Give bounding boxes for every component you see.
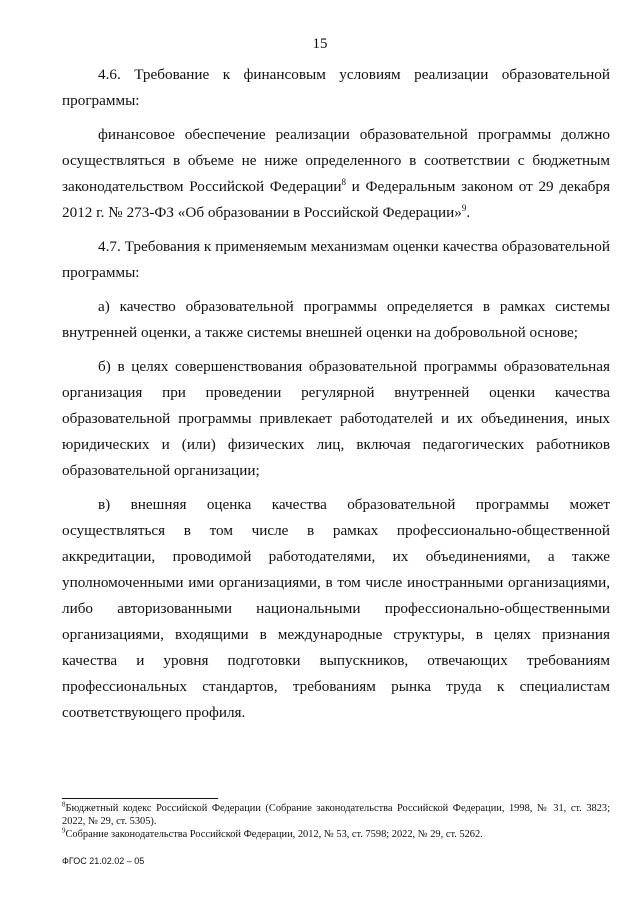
- page-number: 15: [312, 36, 328, 52]
- paragraph-financing-text: финансовое обеспечение реализации образовательной программы должно осуществляться в объеме не ниже определенного в соответствии с бюджетным законодательством Российской Федерации: [62, 126, 610, 195]
- footnote-ref-9[interactable]: 9: [461, 202, 467, 213]
- paragraph-4-7: 4.7. Требования к применяемым механизмам оценки качества образовательной программы:: [62, 238, 610, 281]
- footnotes: [62, 802, 610, 841]
- footnote-9: [62, 828, 610, 841]
- document-body: [62, 62, 610, 726]
- footnote-separator: [62, 798, 218, 799]
- paragraph-4-6: 4.6. Требование к финансовым условиям реализации образовательной программы:: [62, 66, 610, 109]
- footnote-9-marker: 9: [62, 826, 66, 835]
- paragraph-financing: [62, 122, 610, 226]
- document-code: ФГОС 21.02.02 – 05: [62, 856, 145, 866]
- paragraph-v: в) внешняя оценка качества образовательной программы может осуществляться в том числе в рамках профессионально-общественной аккредитации, проводимой работодателями, их объединениями, а также уполномоченными ими организациями, в том числе иностранными организациями, либо авторизованными национальными профессионально-общественными организациями, входящими в международные структуры, в целях признания качества и уровня подготовки выпускников, отвечающих требованиям профессиональных стандартов, требованиям рынка труда к специалистам соответствующего профиля.: [62, 496, 610, 721]
- footnote-8: [62, 802, 610, 828]
- footnote-9-text: Собрание законодательства Российской Федерации, 2012, № 53, ст. 7598; 2022, № 29, ст. 5262.: [65, 829, 483, 840]
- paragraph-a: а) качество образовательной программы определяется в рамках системы внутренней оценки, а также системы внешней оценки на добровольной основе;: [62, 298, 610, 341]
- footnote-8-marker: 8: [62, 800, 66, 809]
- footnote-ref-8[interactable]: 8: [341, 176, 346, 187]
- paragraph-b: б) в целях совершенствования образовательной программы образовательная организация при проведении регулярной внутренней оценки качества образовательной программы привлекает работодателей и их объединения, иных юридических и (или) физических лиц, включая педагогических работников образовательной организации;: [62, 358, 610, 479]
- footnote-8-text: Бюджетный кодекс Российской Федерации (Собрание законодательства Российской Федерации, 1998, № 31, ст. 3823; 2022, № 29, ст. 5305).: [62, 803, 610, 827]
- paragraph-financing-tail: и Федеральным законом от 29 декабря 2012 г. № 273-ФЗ «Об образовании в Российской Федерации»: [62, 178, 610, 221]
- paragraph-financing-end: .: [466, 204, 471, 221]
